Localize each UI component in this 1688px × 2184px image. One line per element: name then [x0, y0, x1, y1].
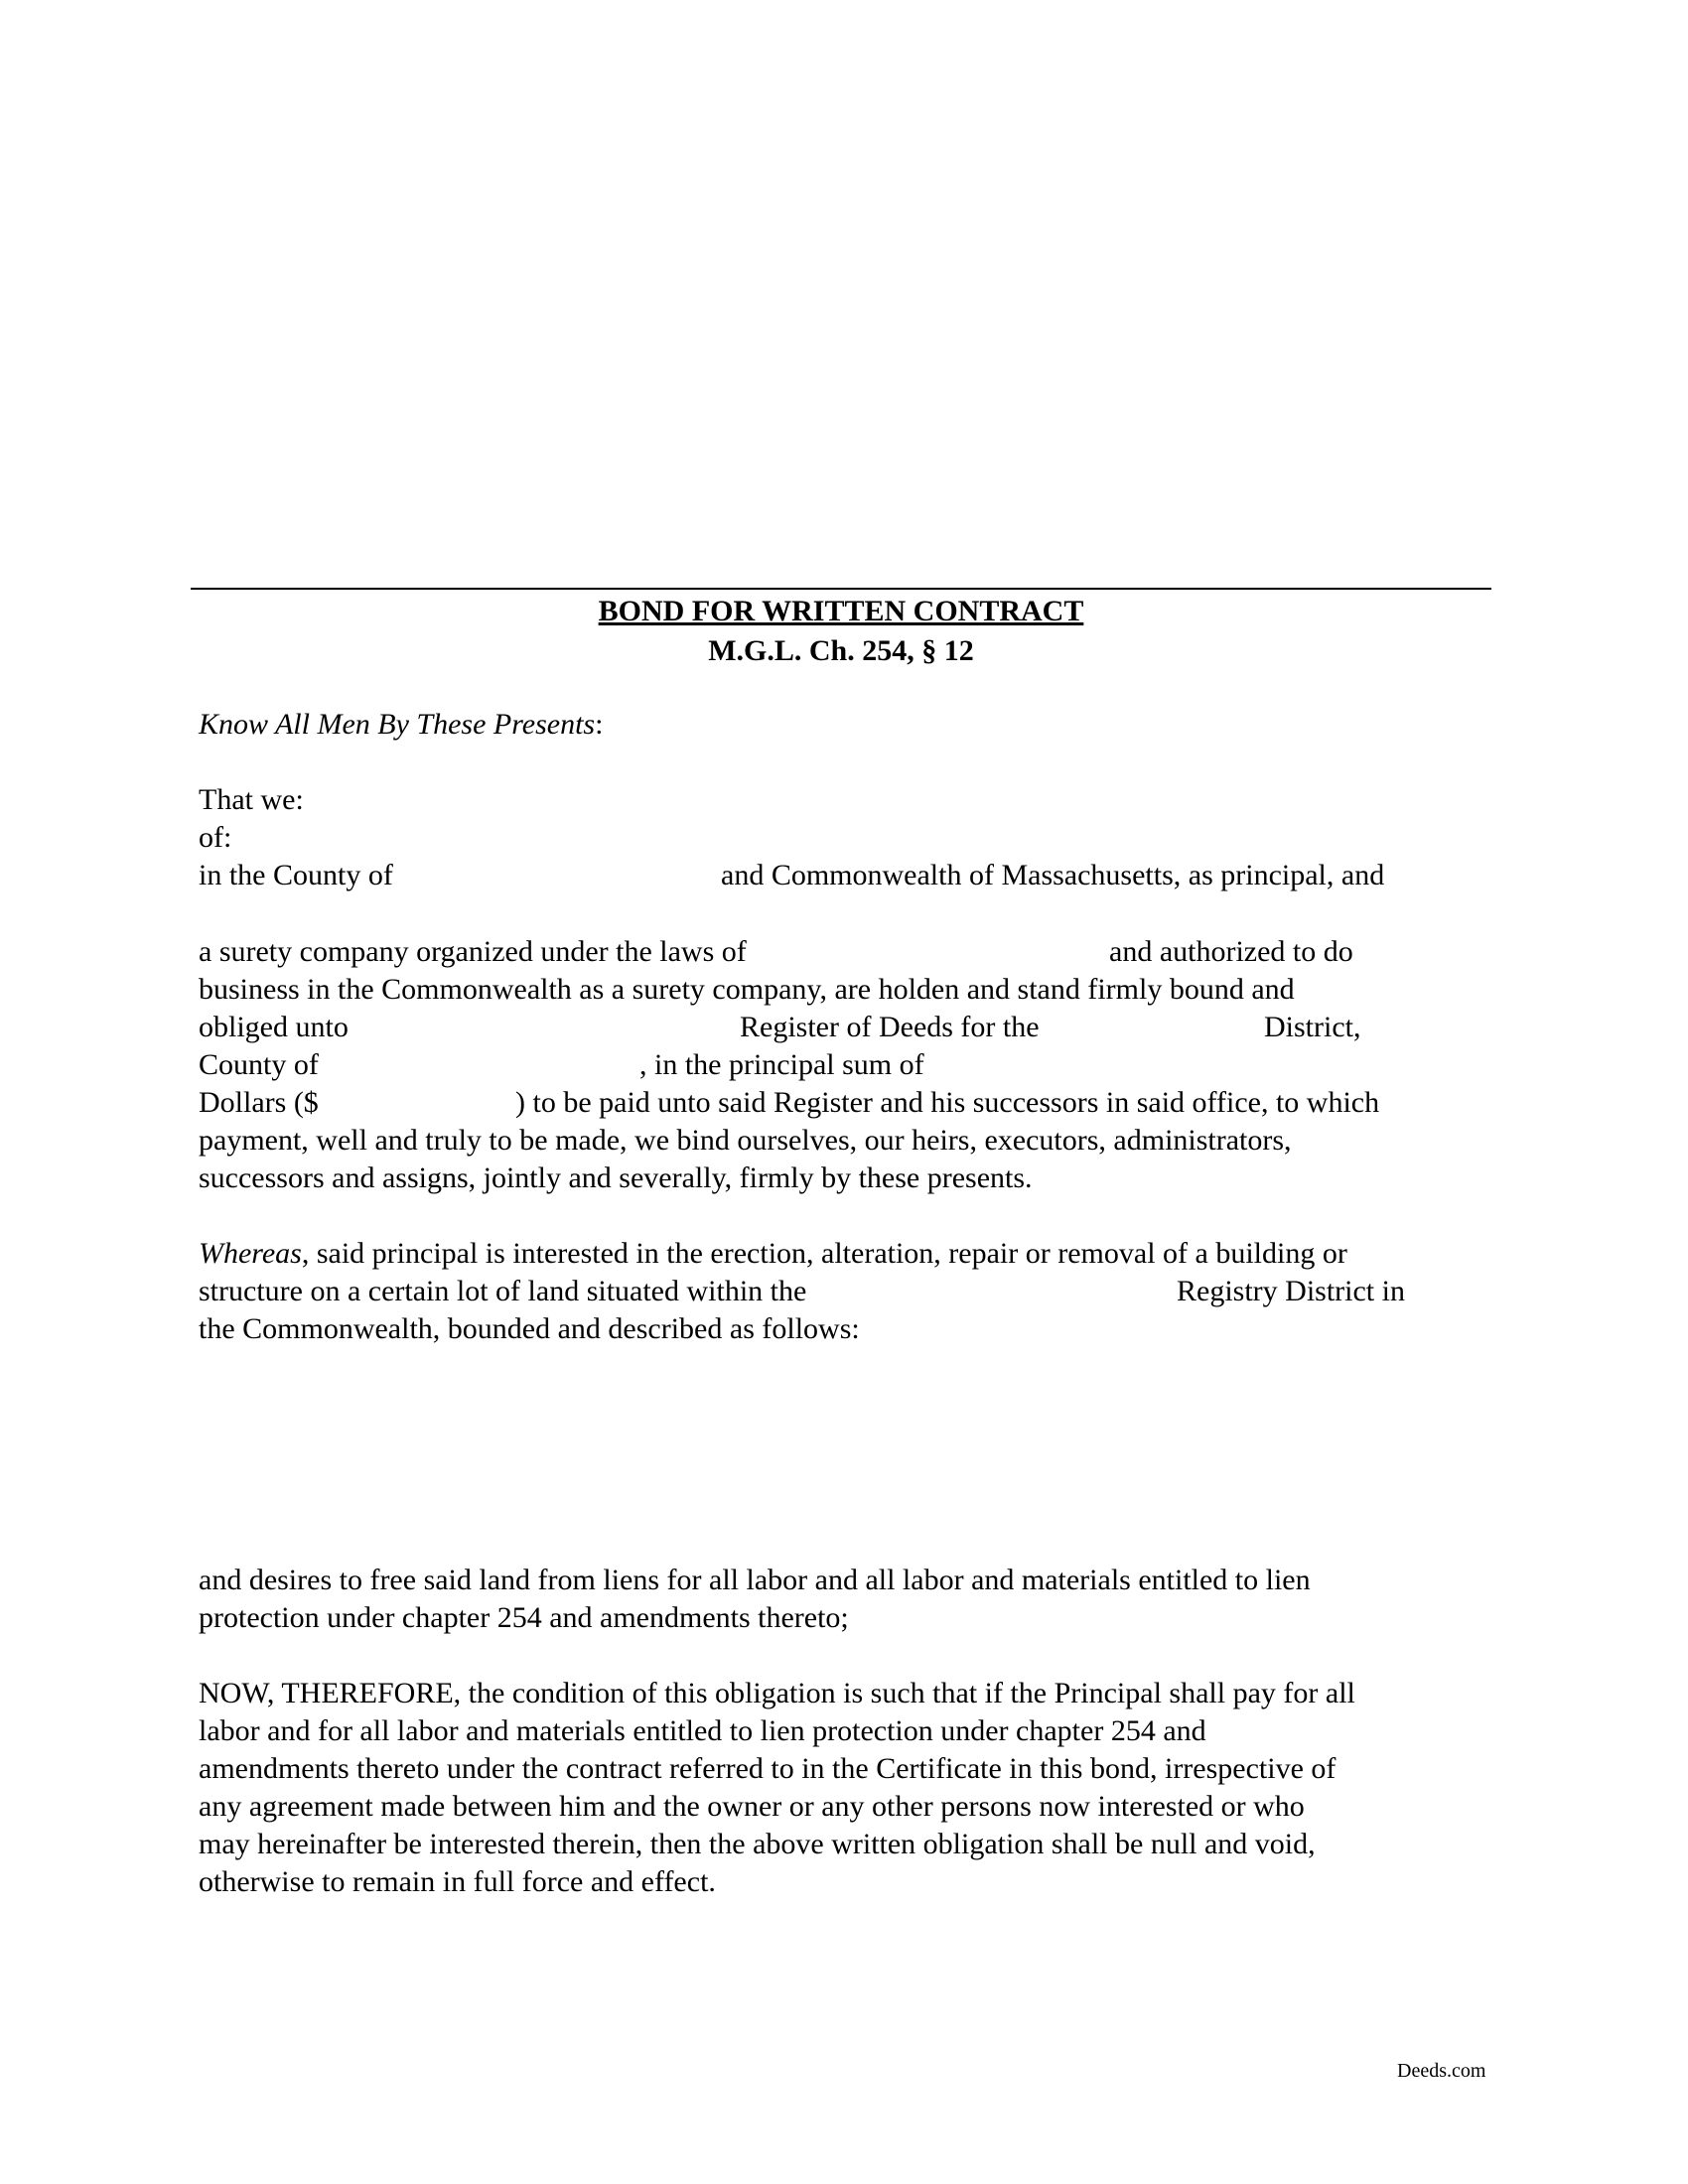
bounded-described-text: the Commonwealth, bounded and described as follows:: [199, 1312, 860, 1345]
registry-district-text: Registry District in: [1177, 1275, 1405, 1307]
successors-text: successors and assigns, jointly and severally, firmly by these presents.: [199, 1161, 1033, 1194]
document-title: BOND FOR WRITTEN CONTRACT: [598, 595, 1084, 627]
now-therefore-line-3: amendments thereto under the contract referred to in the Certificate in this bond, irrespective of: [199, 1752, 1336, 1785]
principal-sum-text: , in the principal sum of: [639, 1048, 924, 1081]
dollars-text: Dollars ($: [199, 1086, 319, 1119]
now-therefore-line-4: any agreement made between him and the owner or any other persons now interested or who: [199, 1790, 1305, 1823]
that-we-label: That we:: [199, 783, 304, 816]
know-all-line: Know All Men By These Presents:: [199, 708, 604, 741]
header-rule: [191, 588, 1491, 590]
desires-text: and desires to free said land from liens for all labor and all labor and materials entitled to lien: [199, 1564, 1311, 1596]
whereas-line: Whereas, said principal is interested in the erection, alteration, repair or removal of a building or: [199, 1237, 1347, 1270]
structure-text: structure on a certain lot of land situated within the: [199, 1275, 807, 1307]
now-therefore-line-2: labor and for all labor and materials entitled to lien protection under chapter 254 and: [199, 1714, 1206, 1747]
protection-text: protection under chapter 254 and amendments thereto;: [199, 1601, 849, 1634]
obliged-unto-text: obliged unto: [199, 1011, 349, 1043]
statute-citation: M.G.L. Ch. 254, § 12: [708, 634, 974, 667]
county-of-text: County of: [199, 1048, 319, 1081]
paid-unto-register-text: ) to be paid unto said Register and his successors in said office, to which: [515, 1086, 1380, 1119]
surety-laws-text: a surety company organized under the laws of: [199, 935, 747, 968]
payment-text: payment, well and truly to be made, we bind ourselves, our heirs, executors, administrators,: [199, 1124, 1292, 1157]
now-therefore-line-5: may hereinafter be interested therein, then the above written obligation shall be null and void,: [199, 1828, 1316, 1860]
register-of-deeds-text: Register of Deeds for the: [740, 1011, 1040, 1043]
county-label: in the County of: [199, 859, 393, 891]
district-text: District,: [1264, 1011, 1361, 1043]
of-label: of:: [199, 821, 232, 854]
now-therefore-line-6: otherwise to remain in full force and effect.: [199, 1865, 716, 1898]
surety-authorized-text: and authorized to do: [1109, 935, 1353, 968]
business-text: business in the Commonwealth as a surety company, are holden and stand firmly bound and: [199, 973, 1295, 1006]
footer-brand: Deeds.com: [1397, 2060, 1486, 2082]
now-therefore-line-1: NOW, THEREFORE, the condition of this obligation is such that if the Principal shall pay for all: [199, 1677, 1355, 1709]
commonwealth-principal-text: and Commonwealth of Massachusetts, as principal, and: [721, 859, 1385, 891]
